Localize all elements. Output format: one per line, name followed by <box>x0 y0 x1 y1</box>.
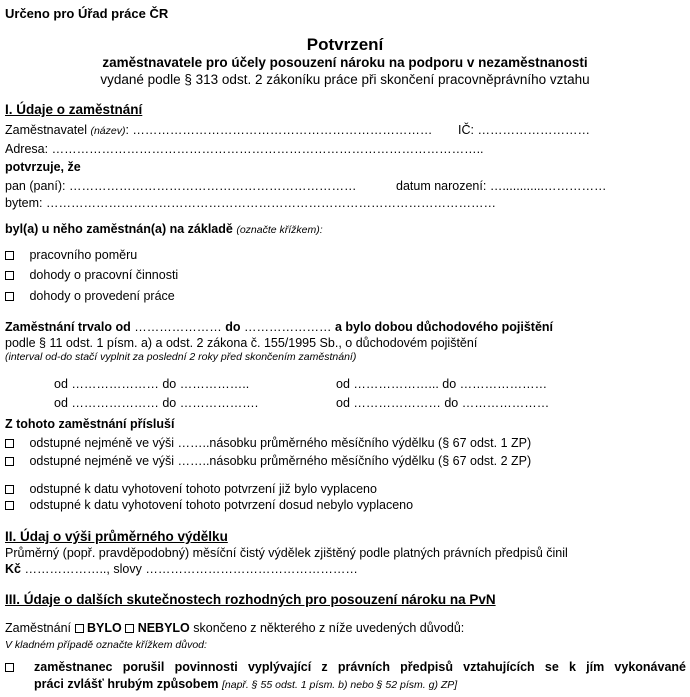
checkbox[interactable] <box>5 251 14 260</box>
dob-row <box>396 180 607 193</box>
duration-law: podle § 11 odst. 1 písm. a) a odst. 2 zákona č. 155/1995 Sb., o důchodovém pojištění <box>5 336 478 350</box>
checkbox[interactable] <box>5 271 14 280</box>
employment-basis-hint: (označte křížkem): <box>236 224 323 236</box>
section-1-heading: I. Údaje o zaměstnání <box>5 102 143 117</box>
severance-option[interactable] <box>5 437 531 450</box>
employer-field[interactable]: : ……………………………………………………………… <box>125 123 433 137</box>
checkbox[interactable] <box>5 663 14 672</box>
reason-1-line-2 <box>34 678 457 691</box>
document-title: Potvrzení <box>306 35 384 54</box>
document-subtitle: zaměstnavatele pro účely posouzení nároku na podporu v nezaměstnanosti <box>102 55 588 70</box>
reason-1-ref: [např. § 55 odst. 1 písm. b) nebo § 52 písm. g) ZP] <box>222 679 458 691</box>
checkbox-nebylo[interactable] <box>125 624 134 633</box>
interval-field[interactable]: od ………………… do …………….. <box>54 377 250 391</box>
employment-basis-label: byl(a) u něho zaměstnán(a) na základě <box>5 222 233 236</box>
basis-option[interactable] <box>5 249 137 262</box>
bylo-label: BYLO <box>86 621 122 635</box>
person-row <box>5 180 356 193</box>
earnings-row <box>5 563 358 576</box>
person-label: pan (paní): <box>5 179 66 193</box>
words-label: slovy <box>113 562 142 576</box>
basis-option-label: dohody o pracovní činnosti <box>29 268 179 282</box>
severance-option[interactable] <box>5 499 413 512</box>
basis-option-label: dohody o provedení práce <box>29 289 175 303</box>
employer-hint: (název) <box>90 125 126 137</box>
residence-field[interactable]: ……………………………………………………………………………………………… <box>46 196 496 210</box>
section-2-heading: II. Údaj o výši průměrného výdělku <box>5 529 228 544</box>
interval-field[interactable]: od ………………… do ………………… <box>336 396 550 410</box>
checkbox[interactable] <box>5 501 14 510</box>
checkbox-bylo[interactable] <box>75 624 84 633</box>
employer-row <box>5 124 432 137</box>
issued-under: vydané podle § 313 odst. 2 zákoníku práce při skončení pracovněprávního vztahu <box>100 72 590 87</box>
person-field[interactable]: …………………………………………………………… <box>68 179 357 193</box>
employer-label: Zaměstnavatel <box>5 123 87 137</box>
nebylo-label: NEBYLO <box>137 621 190 635</box>
pension-insurance-label: a bylo dobou důchodového pojištění <box>334 320 554 334</box>
duration-to-field[interactable]: ………………… <box>240 320 332 334</box>
employment-label: Zaměstnání <box>5 621 72 635</box>
ic-label: IČ: <box>458 123 474 137</box>
basis-option[interactable] <box>5 269 178 282</box>
severance-option-label: odstupné k datu vyhotovení tohoto potvrzení již bylo vyplaceno <box>29 482 377 496</box>
checkbox[interactable] <box>5 439 14 448</box>
instruction: V kladném případě označte křížkem důvod: <box>5 639 207 651</box>
address-row <box>5 143 484 156</box>
checkbox[interactable] <box>5 457 14 466</box>
intended-for: Určeno pro Úřad práce ČR <box>5 6 169 21</box>
duration-from-field[interactable]: ………………… <box>130 320 222 334</box>
dob-label: datum narození: <box>396 179 487 193</box>
employment-ended-row <box>5 622 464 635</box>
words-field[interactable]: …………………………………………… <box>141 562 358 576</box>
employment-duration-row <box>5 321 553 334</box>
severance-option-label: odstupné k datu vyhotovení tohoto potvrzení dosud nebylo vyplaceno <box>29 498 414 512</box>
section-3-heading: III. Údaje o dalších skutečnostech rozhodných pro posouzení nároku na PvN <box>5 592 496 607</box>
interval-field[interactable]: od ………………... do ………………… <box>336 377 548 391</box>
duration-to-label: do <box>225 320 241 334</box>
checkbox[interactable] <box>5 292 14 301</box>
dob-field[interactable]: …............…………… <box>489 179 607 193</box>
kc-field[interactable]: ……………….., <box>20 562 110 576</box>
reason-1-line-1: zaměstnanec porušil povinnosti vyplývající z právních předpisů vztahujících se k jím vykonávané <box>34 660 686 674</box>
address-label: Adresa: <box>5 142 49 156</box>
basis-option-label: pracovního poměru <box>29 248 138 262</box>
duration-note: (interval od-do stačí vyplnit za poslední 2 roky před skončením zaměstnání) <box>5 351 357 363</box>
reason-1-text: práci zvlášť hrubým způsobem <box>34 677 219 691</box>
residence-row <box>5 197 496 210</box>
reason-option[interactable] <box>5 661 14 674</box>
severance-option-label: odstupné nejméně ve výši ……..násobku průměrného měsíčního výdělku (§ 67 odst. 2 ZP) <box>29 454 532 468</box>
avg-earnings-text: Průměrný (popř. pravděpodobný) měsíční čistý výdělek zjištěný podle platných právních předpisů činil <box>5 546 568 560</box>
severance-option[interactable] <box>5 455 531 468</box>
employment-basis-row <box>5 223 323 236</box>
severance-option-label: odstupné nejméně ve výši ……..násobku průměrného měsíčního výdělku (§ 67 odst. 1 ZP) <box>29 436 532 450</box>
residence-label: bytem: <box>5 196 43 210</box>
duration-from-label: Zaměstnání trvalo od <box>5 320 131 334</box>
severance-heading: Z tohoto zaměstnání přísluší <box>5 417 175 431</box>
address-field[interactable]: ………………………………………………………………………………………….. <box>51 142 484 156</box>
ic-row <box>458 124 590 137</box>
basis-option[interactable] <box>5 290 175 303</box>
interval-field[interactable]: od ………………… do ………………. <box>54 396 259 410</box>
ic-field[interactable]: ……………………… <box>477 123 590 137</box>
checkbox[interactable] <box>5 485 14 494</box>
ended-text: skončeno z některého z níže uvedených důvodů: <box>193 621 465 635</box>
severance-option[interactable] <box>5 483 377 496</box>
kc-label: Kč <box>5 562 21 576</box>
confirms-label: potvrzuje, že <box>5 160 81 174</box>
